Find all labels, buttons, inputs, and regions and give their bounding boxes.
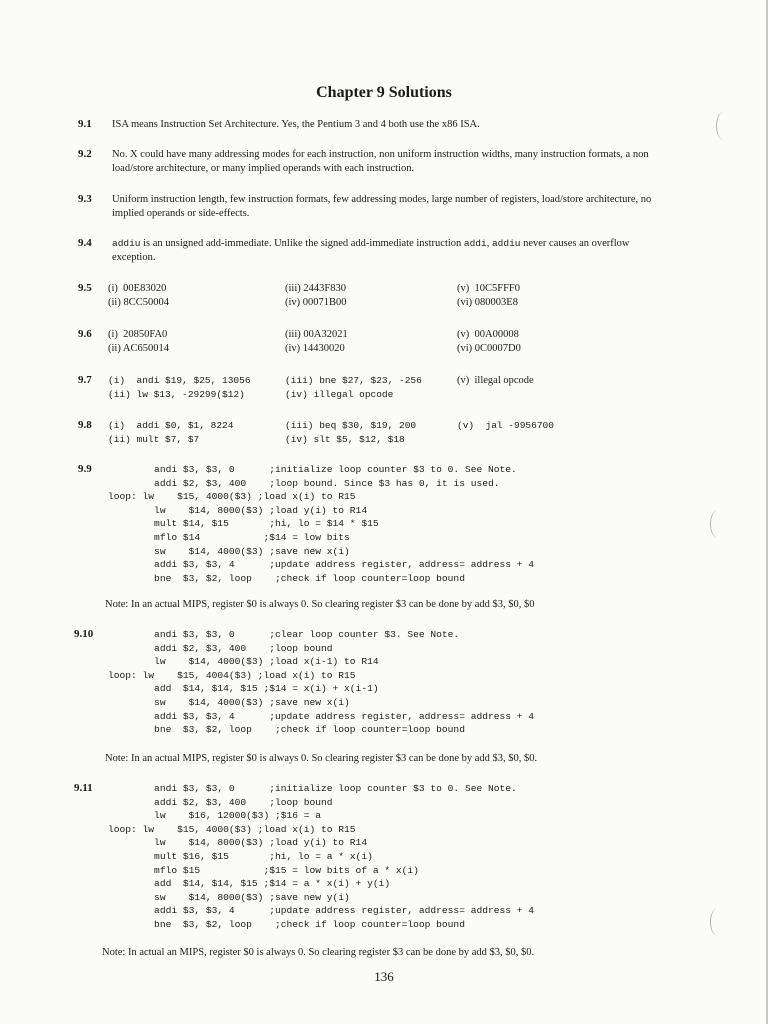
code-term: addiu	[491, 238, 521, 249]
answer-column: (v) 10C5FFF0 (vi) 080003E8	[457, 283, 521, 308]
answer-column: (i) andi $19, $25, 13056 (ii) lw $13, -29299($12)	[108, 375, 251, 400]
code-listing: andi $3, $3, 0 ;initialize loop counter $3 to 0. See Note. addi $2, $3, 400 ;loop bound lw $16, 12000($3) ;$16 = a loop: lw $15, 4000($3) ;load x(i) to R15 lw $14, 8000($3) ;load y(i) to R14 mult $16, $15 ;hi, lo = a * x(i) mflo $15 ;$15 = low bits of a * x(i) add $14, $14, $15 ;$14 = a * x(i) + y(i) sw $14, 8000($3) ;save new y(i) addi $3, $3, 4 ;update address register, address= address + 4 bne $3, $2, loop ;check if loop counter=loop bound	[108, 783, 535, 930]
solution-text: ISA means Instruction Set Architecture. Yes, the Pentium 3 and 4 both use the x86 ISA.	[112, 119, 480, 130]
code-listing: andi $3, $3, 0 ;initialize loop counter $3 to 0. See Note. addi $2, $3, 400 ;loop bound. Since $3 has 0, it is used. loop: lw $15, 4000($3) ;load x(i) to R15 lw $14, 8000($3) ;load y(i) to R14 mult $14, $15 ;hi, lo = $14 * $15 mflo $14 ;$14 = low bits sw $14, 4000($3) ;save new x(i) addi $3, $3, 4 ;update address register, address= address + 4 bne $3, $2, loop ;check if loop counter=loop bound	[108, 464, 535, 584]
note-text: Note: In actual an MIPS, register $0 is always 0. So clearing register $3 can be done by add $3, $0, $0.	[102, 947, 535, 958]
solution-text: No. X could have many addressing modes for each instruction, non uniform instruction widths, many instruction formats, a non load/store architecture, or many implied operands with each instruction.	[112, 149, 649, 174]
answer-column: (i) 20850FA0 (ii) AC650014	[108, 329, 169, 354]
answer-column: (iii) bne $27, $23, -256 (iv) illegal opcode	[285, 375, 422, 400]
solution-text: Uniform instruction length, few instruction formats, few addressing modes, large number of registers, load/store architecture, no implied operands or side-effects.	[112, 194, 652, 219]
code-term: addi	[463, 238, 487, 249]
answer-column: (iii) beq $30, $19, 200 (iv) slt $5, $12, $18	[285, 420, 417, 445]
binder-hole-mark	[716, 112, 731, 140]
page-number: 136	[374, 969, 394, 984]
note-text: Note: In an actual MIPS, register $0 is always 0. So clearing register $3 can be done by add $3, $0, $0.	[105, 753, 538, 764]
answer-column: (iii) 00A32021 (iv) 14430020	[285, 329, 348, 354]
solution-text	[112, 237, 672, 265]
code-listing: andi $3, $3, 0 ;clear loop counter $3. See Note. addi $2, $3, 400 ;loop bound lw $14, 4000($3) ;load x(i-1) to R14 loop: lw $15, 4004($3) ;load x(i) to R15 add $14, $14, $15 ;$14 = x(i) + x(i-1) sw $14, 4000($3) ;save new x(i) addi $3, $3, 4 ;update address register, address= address + 4 bne $3, $2, loop ;check if loop counter=loop bound	[108, 629, 535, 736]
chapter-title: Chapter 9 Solutions	[316, 84, 452, 101]
answer-column: (i) 00E83020 (ii) 8CC50004	[108, 283, 169, 308]
answer-column: (v) 00A00008 (vi) 0C0007D0	[457, 329, 521, 354]
answer-column: (i) addi $0, $1, 8224 (ii) mult $7, $7	[108, 420, 234, 445]
text-fragment: never causes an overflow exception.	[112, 238, 630, 263]
solution-number: 9.3	[78, 193, 92, 205]
solution-number: 9.7	[78, 374, 92, 386]
solution-number: 9.6	[78, 328, 92, 340]
code-term: addiu	[112, 238, 141, 249]
answer-column: (iii) 2443F830 (iv) 00071B00	[285, 283, 347, 308]
solution-number: 9.2	[78, 148, 92, 160]
binder-hole-mark	[710, 908, 725, 936]
solution-number: 9.1	[78, 118, 92, 130]
note-text: Note: In an actual MIPS, register $0 is always 0. So clearing register $3 can be done by add $3, $0, $0	[105, 599, 535, 610]
binder-hole-mark	[710, 510, 725, 538]
text-fragment: ,	[486, 238, 492, 249]
solution-number: 9.10	[74, 628, 94, 640]
solution-number: 9.9	[78, 463, 92, 475]
solution-number: 9.4	[78, 237, 92, 249]
answer-column: (v) illegal opcode	[457, 375, 534, 386]
answer-column: (v) jal -9956700	[457, 420, 554, 431]
text-fragment: is an unsigned add-immediate. Unlike the signed add-immediate instruction	[140, 238, 464, 249]
solution-number: 9.8	[78, 419, 92, 431]
solution-number: 9.11	[74, 782, 93, 794]
solution-number: 9.5	[78, 282, 92, 294]
